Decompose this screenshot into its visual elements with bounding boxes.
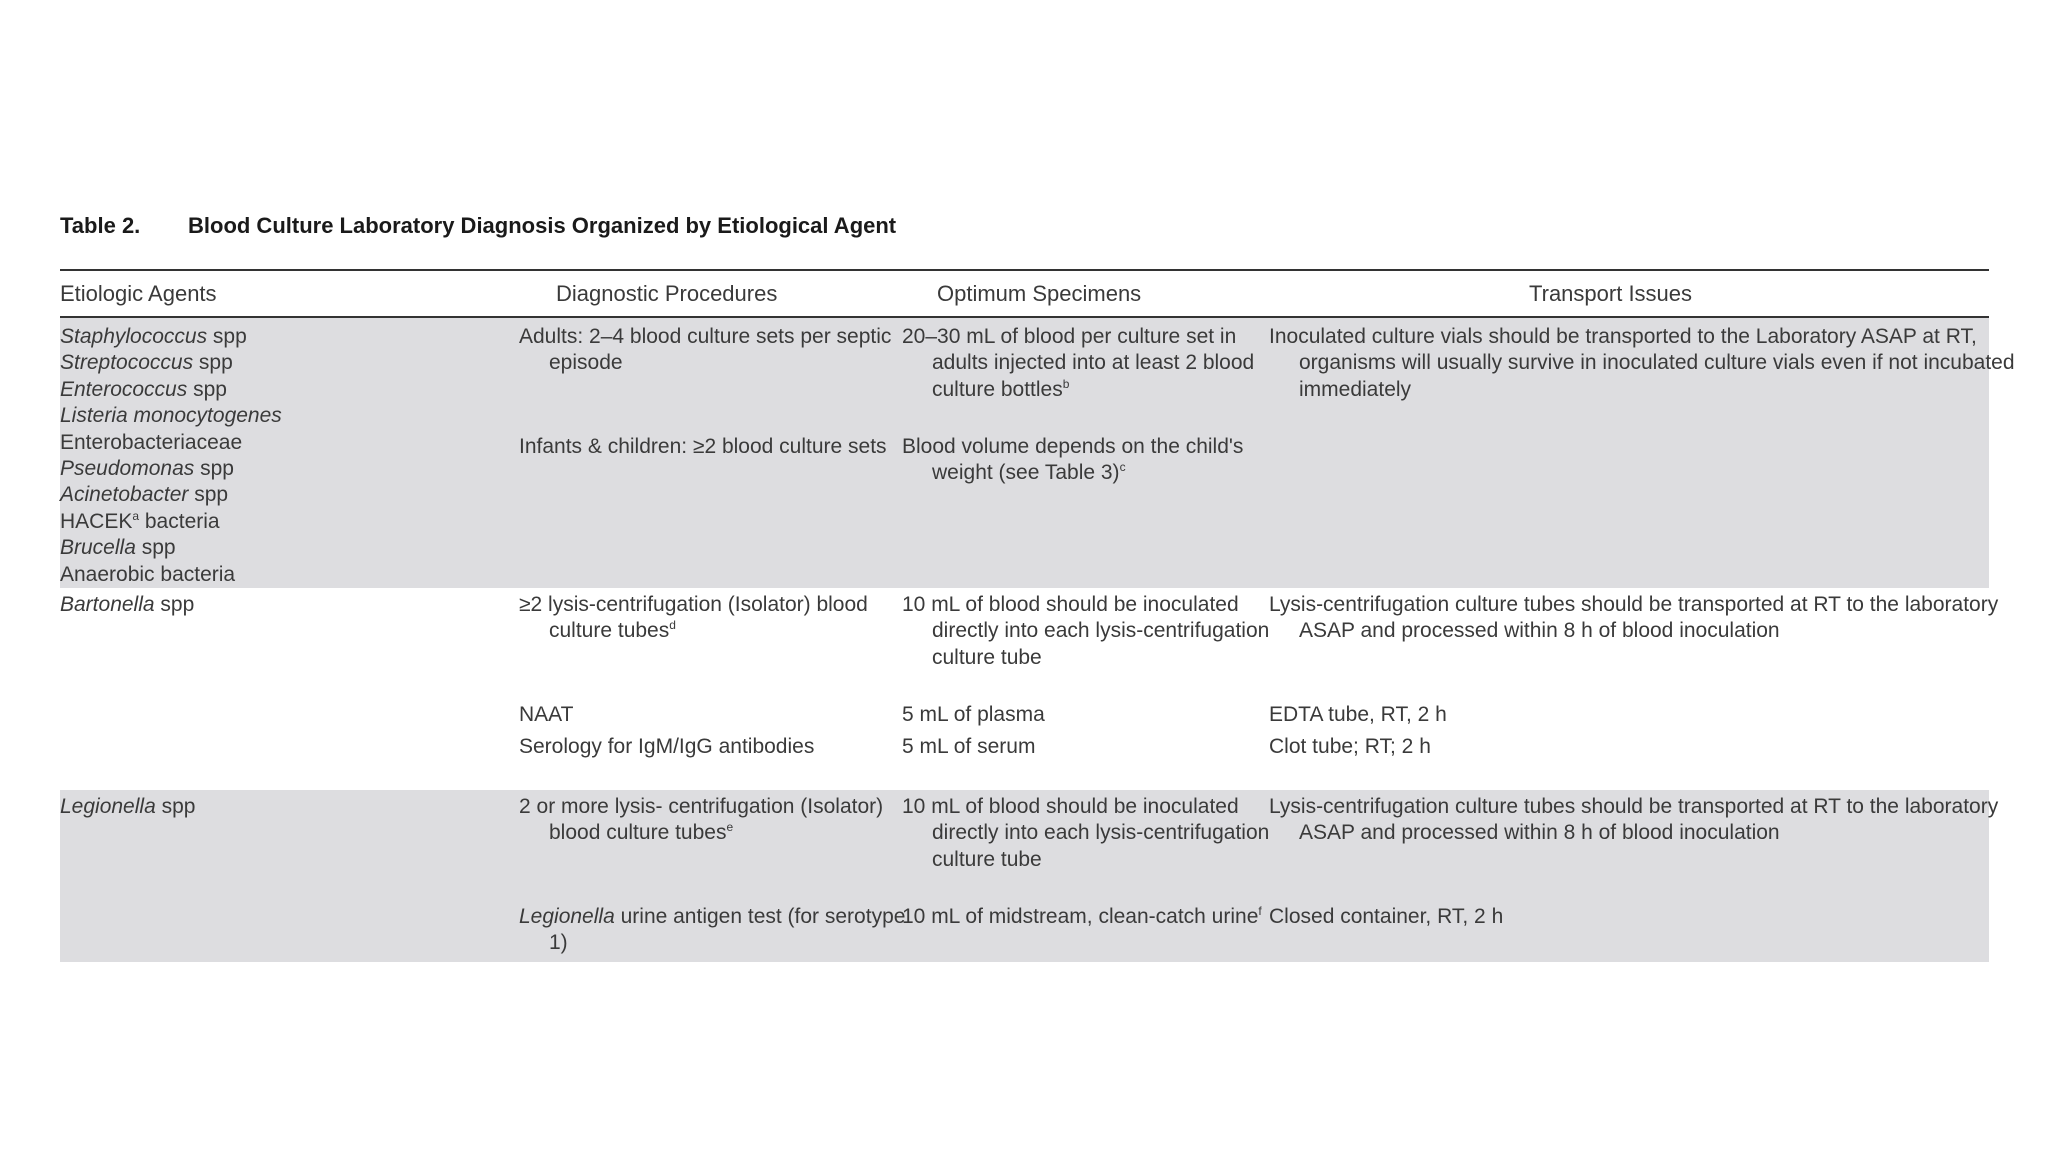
agent-item: Listeria monocytogenes	[60, 404, 282, 428]
procedure-cell: Infants & children: ≥2 blood culture sets	[519, 435, 887, 458]
table-caption	[60, 212, 1989, 240]
agent-item: Acinetobacter spp	[60, 483, 229, 507]
procedure-cell: ≥2 lysis-centrifugation (Isolator) blood culture tubes$^d$	[519, 593, 868, 643]
agent-item: Brucella spp	[60, 536, 176, 560]
specimen-cell: 10 mL of midstream, clean-catch urine$^f$	[902, 904, 1262, 928]
procedure-cell: NAAT	[519, 703, 574, 726]
specimen-cell: 5 mL of serum	[902, 735, 1036, 758]
agent-item: Bartonella spp	[60, 593, 195, 616]
transport-cell: Closed container, RT, 2 h	[1269, 905, 1504, 928]
agent-item: Staphylococcus spp	[60, 325, 247, 348]
transport-cell: Lysis-centrifugation culture tubes should be transported at RT to the laboratory ASAP and processed within 8 h of blood inoculation	[1269, 593, 1999, 643]
header-diagnostic-procedures: Diagnostic Procedures	[556, 281, 778, 306]
agent-item: Enterococcus spp	[60, 377, 227, 401]
agent-item: Enterobacteriaceae	[60, 430, 243, 454]
header-transport-issues: Transport Issues	[1529, 281, 1693, 306]
transport-cell: EDTA tube, RT, 2 h	[1269, 703, 1447, 726]
table-title: Blood Culture Laboratory Diagnosis Organized by Etiological Agent	[188, 213, 897, 238]
table-document	[60, 212, 2015, 955]
table-header-row	[60, 271, 1989, 316]
procedure-cell: Serology for IgM/IgG antibodies	[519, 735, 815, 758]
agent-item: Pseudomonas spp	[60, 457, 234, 481]
specimen-cell: 5 mL of plasma	[902, 703, 1045, 726]
transport-cell: Clot tube; RT; 2 h	[1269, 735, 1431, 758]
header-optimum-specimens: Optimum Specimens	[937, 281, 1142, 306]
agent-item: Legionella spp	[60, 795, 196, 818]
agent-item: Anaerobic bacteria	[60, 562, 236, 586]
header-etiologic-agents: Etiologic Agents	[60, 281, 217, 306]
procedure-cell: Legionella urine antigen test (for serotype 1)	[519, 905, 906, 955]
agent-item: Streptococcus spp	[60, 351, 233, 375]
agent-list	[60, 324, 500, 588]
procedure-cell: Adults: 2–4 blood culture sets per septic episode	[519, 325, 892, 375]
specimen-cell: 10 mL of blood should be inoculated directly into each lysis-centrifugation culture tube	[902, 795, 1270, 871]
table-number: Table 2.	[60, 213, 141, 238]
specimen-cell: 10 mL of blood should be inoculated directly into each lysis-centrifugation culture tube	[902, 593, 1270, 669]
specimen-cell: 20–30 mL of blood per culture set in adults injected into at least 2 blood culture bottles$^b$	[902, 325, 1255, 401]
table-row-group	[60, 588, 1999, 790]
procedure-cell: 2 or more lysis- centrifugation (Isolator) blood culture tubes$^e$	[519, 795, 884, 845]
table-row-group	[60, 790, 1999, 962]
transport-cell: Lysis-centrifugation culture tubes should be transported at RT to the laboratory ASAP and processed within 8 h of blood inoculation	[1269, 795, 1999, 845]
agent-item: HACEK$^a$ bacteria	[60, 508, 220, 533]
transport-cell: Inoculated culture vials should be transported to the Laboratory ASAP at RT, organisms will usually survive in inoculated culture vials even if not incubated immediately	[1269, 325, 2015, 401]
specimen-cell: Blood volume depends on the child's weight (see Table 3)$^c$	[902, 435, 1244, 485]
table-row-group	[60, 318, 2015, 588]
